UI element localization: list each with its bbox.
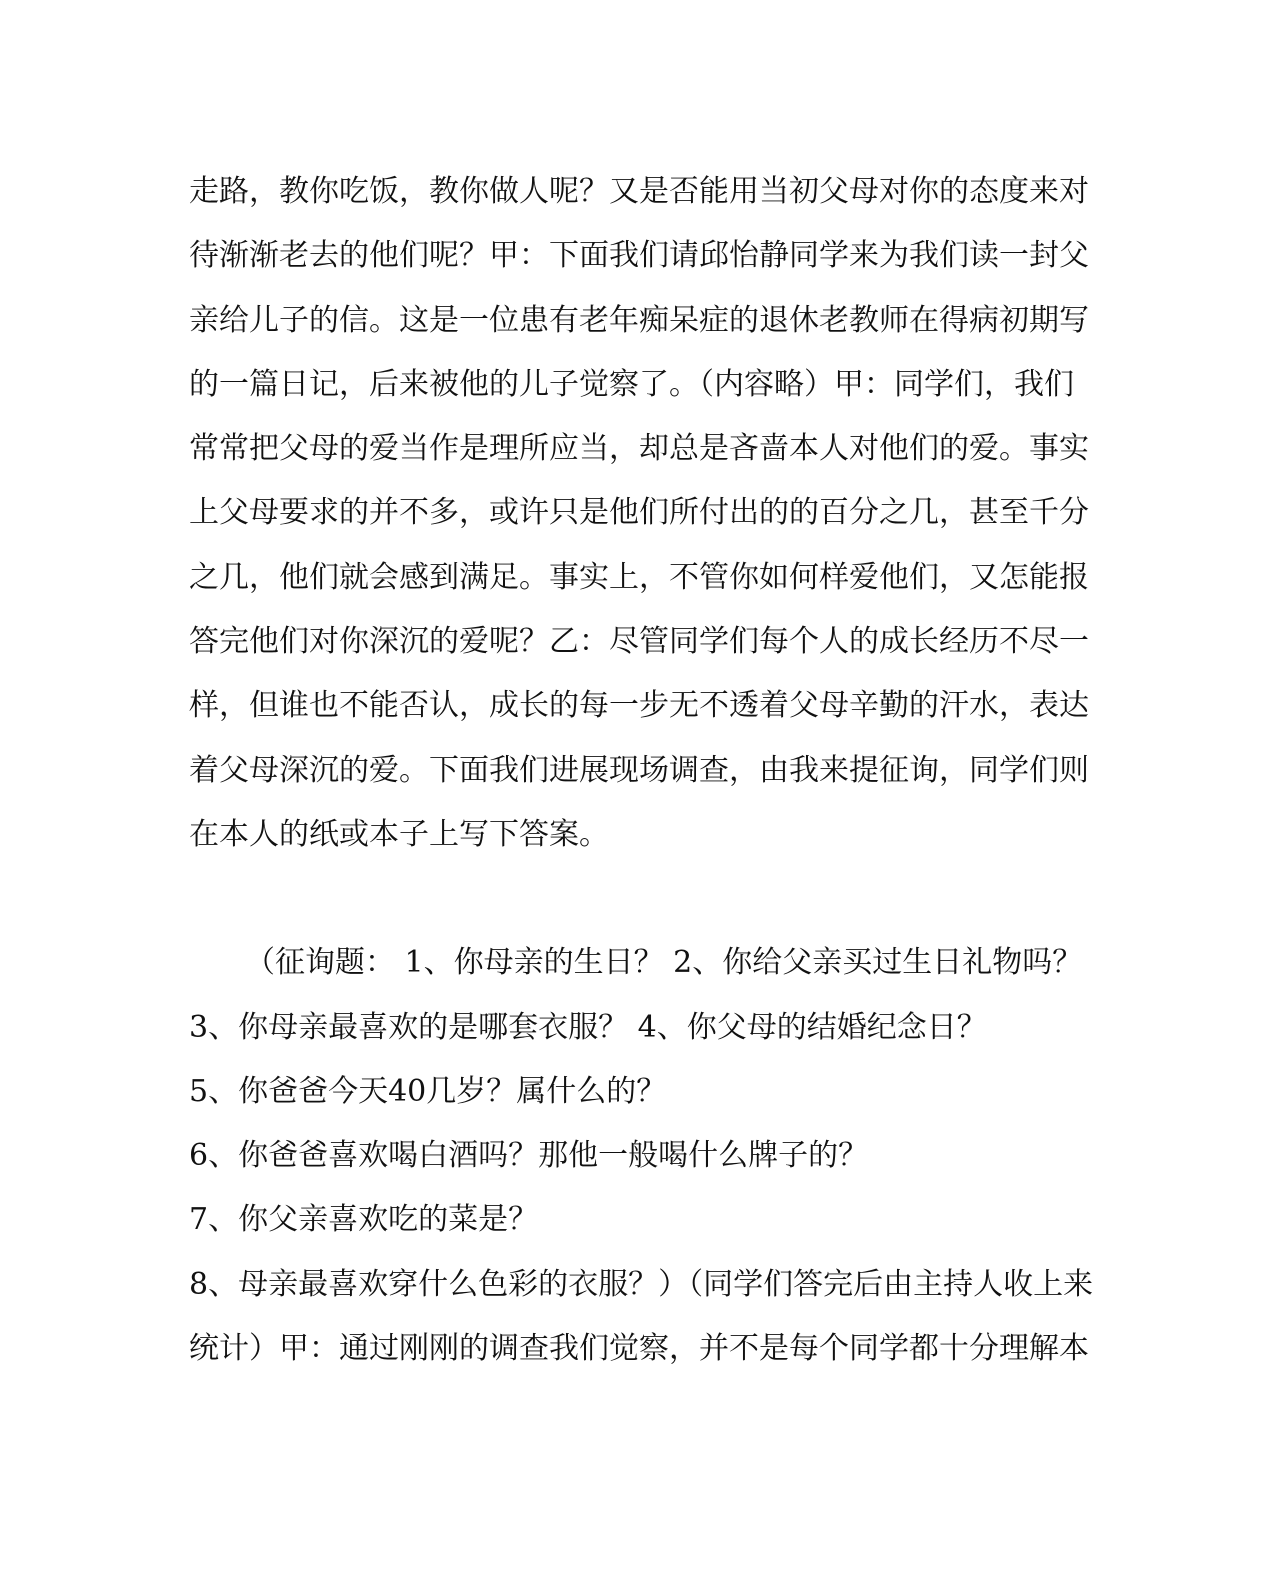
body-text: [189, 160, 1094, 1381]
paragraph-2: [189, 931, 1094, 1381]
text-line: 7、你父亲喜欢吃的菜是？: [189, 1202, 539, 1238]
text-line: 在本人的纸或本子上写下答案。: [189, 816, 609, 852]
text-line: 上父母要求的并不多，或许只是他们所付出的的百分之几，甚至千分: [189, 495, 1089, 531]
text-line: 待渐渐老去的他们呢？甲：下面我们请邱怡静同学来为我们读一封父: [189, 238, 1089, 274]
text-line: 5、你爸爸今天40几岁？属什么的？: [189, 1073, 667, 1109]
text-line: 统计）甲：通过刚刚的调查我们觉察，并不是每个同学都十分理解本: [189, 1331, 1089, 1367]
text-line: 答完他们对你深沉的爱呢？乙：尽管同学们每个人的成长经历不尽一: [189, 624, 1089, 660]
text-line: 着父母深沉的爱。下面我们进展现场调查，由我来提征询，同学们则: [189, 752, 1089, 788]
text-line: （征询题： 1、你母亲的生日？ 2、你给父亲买过生日礼物吗？: [245, 945, 1083, 981]
paragraph-1: [189, 160, 1089, 867]
text-line: 8、母亲最喜欢穿什么色彩的衣服？）（同学们答完后由主持人收上来: [189, 1266, 1094, 1302]
text-line: 6、你爸爸喜欢喝白酒吗？那他一般喝什么牌子的？: [189, 1138, 869, 1174]
text-line: 走路，教你吃饭，教你做人呢？又是否能用当初父母对你的态度来对: [189, 174, 1089, 209]
text-line: 样，但谁也不能否认，成长的每一步无不透着父母辛勤的汗水，表达: [189, 688, 1089, 724]
text-line: 常常把父母的爱当作是理所应当，却总是吝啬本人对他们的爱。事实: [189, 431, 1089, 467]
text-line: 亲给儿子的信。这是一位患有老年痴呆症的退休老教师在得病初期写: [189, 302, 1089, 338]
text-line: 之几，他们就会感到满足。事实上，不管你如何样爱他们，又怎能报: [189, 559, 1089, 595]
text-line: 的一篇日记，后来被他的儿子觉察了。（内容略）甲：同学们，我们: [189, 366, 1074, 402]
paragraph-gap: [189, 867, 1069, 931]
text-line: 3、你母亲最喜欢的是哪套衣服？ 4、你父母的结婚纪念日？: [189, 1009, 987, 1045]
